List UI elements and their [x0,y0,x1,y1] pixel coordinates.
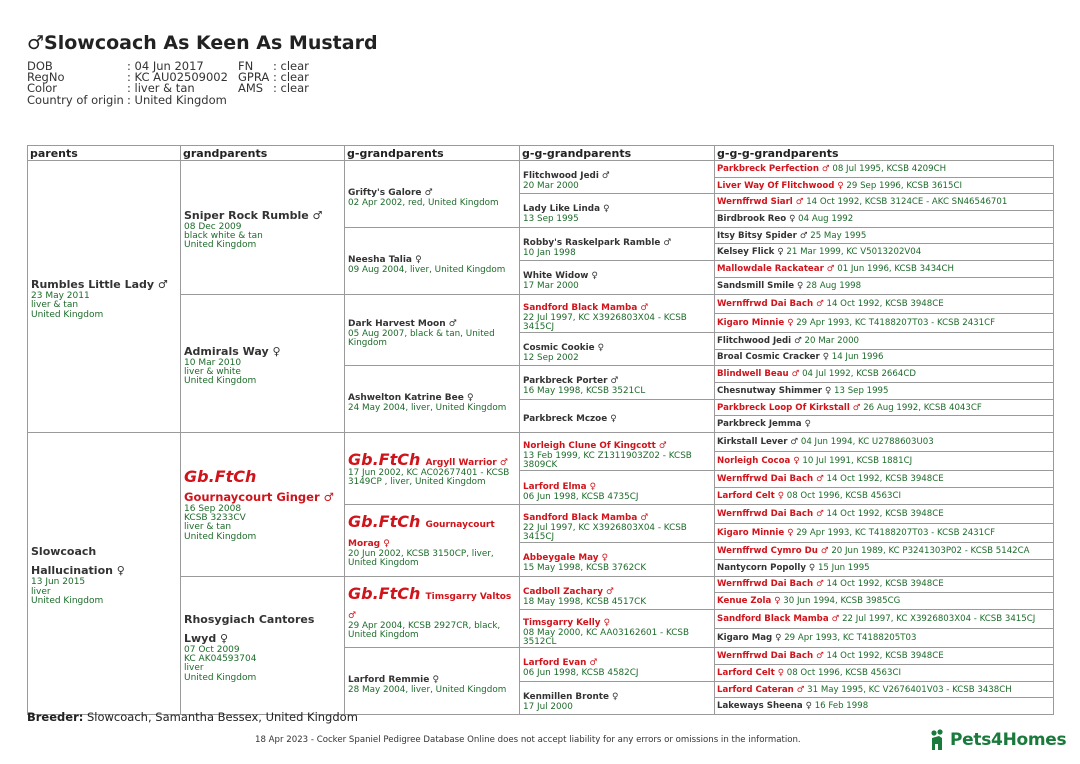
g-g-g-grandparent-cell [715,349,1054,366]
g-grandparent-name-line [348,450,516,469]
breeder-label: Breeder: [27,710,84,724]
dog-name[interactable]: Kigaro Minnie ♀ [717,317,794,328]
dog-detail: 06 Jun 1998, KCSB 4735CJ [523,491,639,502]
dog-detail: 29 Apr 2004, KCSB 2927CR, black, United Kingdom [348,620,501,640]
dog-name[interactable]: Admirals Way ♀ [184,344,281,358]
g-grandparent-cell [345,433,520,505]
title-prefix: Gb.FtCh [348,583,421,603]
dog-detail: 02 Apr 2002, red, United Kingdom [348,197,499,208]
g-grandparent-name-line [348,584,516,622]
g-g-grandparent-cell [520,261,715,294]
dog-detail: 05 Aug 2007, black & tan, United Kingdom [348,329,495,349]
dog-name[interactable]: Kenue Zola ♀ [717,596,781,607]
g-g-grandparent-cell [520,471,715,504]
g-g-g-grandparent-cell [715,194,1054,211]
dog-detail: 12 Sep 2002 [523,352,579,363]
dog-name[interactable]: Timsgarry Valtos ♂ [348,591,512,621]
g-g-grandparent-cell [520,433,715,471]
gpra-value: : clear [273,70,309,85]
g-g-grandparent-cell [520,194,715,227]
g-g-g-grandparent-cell [715,382,1054,399]
g-grandparent-name-line [348,512,516,550]
title-prefix: Gb.FtCh [348,449,421,469]
dog-name[interactable]: Larford Remmie ♀ [348,675,440,686]
footer-disclaimer: 18 Apr 2023 - Cocker Spaniel Pedigree Database Online does not accept liability for any errors or omissions in the information. [255,735,801,745]
dog-name[interactable]: White Widow ♀ [523,271,598,282]
dog-detail: 14 Oct 1992, KCSB 3948CE [826,508,944,519]
dog-detail: 14 Oct 1992, KCSB 3948CE [826,579,944,590]
dog-detail: 15 Jun 1995 [817,562,870,573]
g-grandparent-name-line [348,247,516,266]
dog-detail: United Kingdom [31,309,104,320]
g-g-grandparent-cell [520,681,715,714]
g-g-g-grandparent-cell [715,665,1054,682]
g-g-g-grandparent-cell [715,471,1054,488]
dog-detail: 20 Jun 2002, KCSB 3150CP, liver, United Kingdom [348,549,494,569]
g-grandparent-name-line [348,385,516,404]
header-g-grandparents: g-grandparents [345,146,520,161]
dog-name[interactable]: Cosmic Cookie ♀ [523,342,605,353]
dog-detail: 23 May 2011 [31,290,90,301]
dog-detail: 08 Oct 1996, KCSB 4563CI [786,490,901,501]
dog-name[interactable]: Sandford Black Mamba ♂ [717,614,840,625]
g-g-g-grandparent-cell [715,488,1054,505]
dog-detail: 16 Sep 2008 [184,503,242,514]
dog-detail: 25 May 1995 [810,230,867,241]
g-grandparent-cell [345,504,520,576]
dog-name[interactable]: Rhosygiach Cantores Lwyd ♀ [184,612,315,645]
g-g-g-grandparent-cell [715,648,1054,665]
dog-name[interactable]: Sandford Black Mamba ♂ [523,302,649,313]
dob-value: : 04 Jun 2017 [127,59,204,73]
grandparent-cell [181,433,345,577]
dog-detail: 17 Jul 2000 [523,701,573,712]
pedigree-row [28,433,1054,452]
dog-name[interactable]: Kenmillen Bronte ♀ [523,691,619,702]
g-grandparent-cell [345,294,520,366]
breeder-line [27,710,358,724]
dog-detail: 04 Aug 1992 [798,213,854,224]
dog-detail: liver & white [184,367,241,378]
regno-value: : KC AU02509002 [127,70,228,85]
g-grandparent-name-line [348,667,516,686]
grandparent-name-line [184,467,341,505]
g-grandparent-cell [345,161,520,228]
dog-detail: KCSB 3233CV [184,512,246,523]
grandparent-name-line [184,608,341,646]
dog-detail: 13 Feb 1999, KC Z1311903Z02 - KCSB 3809CK [523,451,692,471]
g-g-g-grandparent-cell [715,698,1054,715]
g-g-g-grandparent-cell [715,504,1054,523]
country-label: Country of origin [27,92,124,107]
dog-name[interactable]: Grifty's Galore ♂ [348,187,433,198]
dog-detail: liver [184,663,204,674]
dob-label: DOB [27,59,53,73]
dog-name[interactable]: Sandsmill Smile ♀ [717,280,804,291]
title-prefix: Gb.FtCh [348,512,421,531]
dog-detail: 29 Apr 1993, KC T4188207T03 - KCSB 2431CF [796,317,996,328]
dog-detail: liver & tan [31,300,79,311]
dog-detail: 15 May 1998, KCSB 3762CK [523,563,647,574]
dog-name[interactable]: Sandford Black Mamba ♂ [523,512,649,523]
grandparent-cell [181,161,345,295]
dog-detail: 24 May 2004, liver, United Kingdom [348,403,507,414]
g-g-g-grandparent-cell [715,294,1054,313]
dog-name[interactable]: Birdbrook Reo ♀ [717,213,796,224]
dog-detail: United Kingdom [184,531,257,542]
g-g-g-grandparent-cell [715,277,1054,294]
g-g-g-grandparent-cell [715,211,1054,228]
fn-label: FN [238,59,254,73]
color-value: : liver & tan [127,81,195,96]
dog-name[interactable]: Larford Celt ♀ [717,667,785,678]
pedigree-table [27,145,1054,715]
dog-detail: black white & tan [184,231,263,242]
dog-name[interactable]: Wernffrwd Dai Bach ♂ [717,651,824,662]
g-g-grandparent-cell [520,648,715,681]
g-g-g-grandparent-cell [715,161,1054,178]
dog-name[interactable]: Itsy Bitsy Spider ♂ [717,230,808,241]
g-g-g-grandparent-cell [715,593,1054,610]
dog-name[interactable]: Kigaro Mag ♀ [717,633,782,644]
dog-detail: 14 Oct 1992, KCSB 3948CE [826,298,944,309]
header-parents: parents [28,146,181,161]
dog-detail: 01 Jun 1996, KCSB 3434CH [837,263,954,274]
dog-detail: 20 Mar 2000 [523,181,579,192]
dog-name[interactable]: Wernffrwd Siarl ♂ [717,197,804,208]
dog-detail: 26 Aug 1992, KCSB 4043CF [863,402,982,413]
g-g-g-grandparent-cell [715,543,1054,560]
g-g-g-grandparent-cell [715,261,1054,278]
header-g-g-g-grandparents: g-g-g-grandparents [715,146,1054,161]
dog-name[interactable]: Lady Like Linda ♀ [523,204,610,215]
ams-value: : clear [273,81,309,96]
dog-name[interactable]: Lakeways Sheena ♀ [717,701,812,712]
g-grandparent-cell [345,366,520,433]
grandparent-name-line [184,340,341,359]
dog-detail: 08 May 2000, KC AA03162601 - KCSB 3512CL [523,627,690,648]
dog-name[interactable]: Gournaycourt Ginger ♂ [184,489,334,504]
grandparent-cell [181,294,345,433]
dog-detail: 14 Oct 1992, KCSB 3124CE - AKC SN46546701 [806,197,1008,208]
dog-detail: 08 Dec 2009 [184,221,242,232]
dog-detail: 16 Feb 1998 [814,701,869,712]
g-g-g-grandparent-cell [715,313,1054,332]
dog-detail: 04 Jul 1992, KCSB 2664CD [802,369,916,380]
dog-detail: United Kingdom [184,376,257,387]
dog-name[interactable]: Argyll Warrior ♂ [425,457,508,468]
dog-detail: United Kingdom [184,672,257,683]
dog-name[interactable]: Larford Evan ♂ [523,658,598,669]
dog-name[interactable]: Parkbreck Perfection ♂ [717,163,830,174]
dog-name[interactable]: Rumbles Little Lady ♂ [31,277,168,291]
pedigree-row [28,161,1054,178]
dog-detail: 22 Jul 1997, KC X3926803X04 - KCSB 3415CJ [523,312,687,332]
g-g-g-grandparent-cell [715,559,1054,576]
parent-cell [28,161,181,433]
dog-name[interactable]: Sniper Rock Rumble ♂ [184,208,323,222]
dog-detail: 29 Sep 1996, KCSB 3615CI [846,180,963,191]
pedigree-row [28,576,1054,593]
g-g-grandparent-cell [520,366,715,399]
pedigree-header-row [28,146,1054,161]
dog-detail: 13 Sep 1995 [834,385,889,396]
dog-name[interactable]: Parkbreck Loop Of Kirkstall ♂ [717,402,861,413]
g-g-grandparent-cell [520,609,715,647]
dog-name[interactable]: Flitchwood Jedi ♂ [523,171,610,182]
dog-name[interactable]: Abbeygale May ♀ [523,553,609,564]
dog-name[interactable]: Cadboll Zachary ♂ [523,586,614,597]
g-g-g-grandparent-cell [715,399,1054,416]
regno-label: RegNo [27,70,65,85]
dog-name[interactable]: Wernffrwd Dai Bach ♂ [717,474,824,485]
dog-name[interactable]: Mallowdale Rackatear ♂ [717,263,835,274]
g-grandparent-cell [345,227,520,294]
dog-name[interactable]: Chesnutway Shimmer ♀ [717,385,832,396]
g-g-g-grandparent-cell [715,524,1054,543]
breeder-value: Slowcoach, Samantha Bessex, United Kingdom [87,710,358,724]
dog-name[interactable]: Dark Harvest Moon ♂ [348,319,457,330]
ams-label: AMS [238,81,264,96]
title-prefix: Gb.FtCh [184,466,257,486]
grandparent-cell [181,576,345,715]
dog-detail: 10 Jan 1998 [523,247,576,258]
g-g-g-grandparent-cell [715,629,1054,648]
dog-detail: 13 Jun 2015 [31,577,86,588]
dog-detail: 13 Sep 1995 [523,214,579,225]
dog-name[interactable]: Norleigh Cocoa ♀ [717,456,800,467]
g-g-grandparent-cell [520,543,715,576]
dog-detail: 04 Jun 1994, KC U2788603U03 [800,437,934,448]
g-g-g-grandparent-cell [715,227,1054,244]
g-g-grandparent-cell [520,332,715,365]
header-g-g-grandparents: g-g-grandparents [520,146,715,161]
g-g-grandparent-cell [520,161,715,194]
dog-name[interactable]: Nantycorn Popolly ♀ [717,562,816,573]
dog-name[interactable]: Wernffrwd Dai Bach ♂ [717,298,824,309]
fn-value: : clear [273,59,309,73]
g-g-grandparent-cell [520,399,715,432]
g-g-g-grandparent-cell [715,681,1054,698]
dog-name[interactable]: Wernffrwd Dai Bach ♂ [717,579,824,590]
g-g-g-grandparent-cell [715,452,1054,471]
dog-detail: 29 Apr 1993, KC T4188205T03 [784,633,917,644]
dog-name[interactable]: Liver Way Of Flitchwood ♀ [717,180,844,191]
dog-name[interactable]: Ashwelton Katrine Bee ♀ [348,393,474,404]
g-g-g-grandparent-cell [715,433,1054,452]
g-grandparent-cell [345,576,520,648]
dog-detail: 14 Jun 1996 [831,352,884,363]
dog-name[interactable]: Kelsey Flick ♀ [717,247,784,258]
dog-detail: 21 Mar 1999, KC V5013202V04 [786,247,922,258]
dog-name[interactable]: Gournaycourt Morag ♀ [348,520,495,549]
g-g-g-grandparent-cell [715,332,1054,349]
g-g-g-grandparent-cell [715,244,1054,261]
dog-detail: 28 May 2004, liver, United Kingdom [348,685,507,696]
g-g-grandparent-cell [520,504,715,542]
grandparent-name-line [184,204,341,223]
dog-detail: 17 Mar 2000 [523,281,579,292]
pedigree-row [28,294,1054,313]
dog-detail: 28 Aug 1998 [806,280,862,291]
dog-detail: 22 Jul 1997, KC X3926803X04 - KCSB 3415CJ [842,614,1036,625]
dog-name[interactable]: Blindwell Beau ♂ [717,369,800,380]
g-g-g-grandparent-cell [715,177,1054,194]
header-grandparents: grandparents [181,146,345,161]
dog-name[interactable]: Kigaro Minnie ♀ [717,528,794,539]
pets4homes-logo[interactable] [930,728,1066,752]
dog-detail: 07 Oct 2009 [184,644,240,655]
dog-detail: United Kingdom [31,596,104,607]
dog-detail: 08 Oct 1996, KCSB 4563CI [786,667,901,678]
color-label: Color [27,81,58,96]
pets4homes-logo-icon [930,729,948,751]
country-value: : United Kingdom [127,92,227,107]
dog-detail: 10 Mar 2010 [184,357,242,368]
g-grandparent-cell [345,648,520,715]
dog-name[interactable]: Broal Cosmic Cracker ♀ [717,352,830,363]
dog-name[interactable]: Norleigh Clune Of Kingcott ♂ [523,441,667,452]
dog-name[interactable]: Flitchwood Jedi ♂ [717,335,802,346]
g-g-grandparent-cell [520,576,715,609]
gpra-label: GPRA [238,70,270,85]
dog-name[interactable]: Larford Elma ♀ [523,481,597,492]
dog-detail: 16 May 1998, KCSB 3521CL [523,386,646,397]
dog-name[interactable]: Wernffrwd Cymro Du ♂ [717,546,829,557]
dog-detail: 17 Jun 2002, KC AC02677401 - KCSB 3149CP , liver, United Kingdom [348,467,510,487]
dog-detail: 14 Oct 1992, KCSB 3948CE [826,474,944,485]
dog-detail: 08 Jul 1995, KCSB 4209CH [832,163,947,174]
dog-detail: 20 Mar 2000 [804,335,860,346]
dog-name[interactable]: Wernffrwd Dai Bach ♂ [717,508,824,519]
dog-detail: 14 Oct 1992, KCSB 3948CE [826,651,944,662]
dog-detail: 30 Jun 1994, KCSB 3985CG [783,596,901,607]
g-grandparent-name-line [348,180,516,199]
dog-detail: United Kingdom [184,240,257,251]
dog-detail: 09 Aug 2004, liver, United Kingdom [348,264,506,275]
logo-text: Pets4Homes [950,730,1067,750]
dog-name[interactable]: Parkbreck Jemma ♀ [717,419,811,430]
dog-name[interactable]: Parkbreck Mczoe ♀ [523,414,617,425]
dog-name[interactable]: Larford Celt ♀ [717,490,785,501]
dog-detail: 29 Apr 1993, KC T4188207T03 - KCSB 2431CF [796,528,996,539]
dog-detail: 22 Jul 1997, KC X3926803X04 - KCSB 3415CJ [523,522,687,543]
dog-name[interactable]: Kirkstall Lever ♂ [717,437,799,448]
dog-detail: liver & tan [184,522,232,533]
dog-name[interactable]: Larford Cateran ♂ [717,684,805,695]
dog-detail: 20 Jun 1989, KC P3241303P02 - KCSB 5142CA [831,546,1030,557]
dog-detail: 10 Jul 1991, KCSB 1881CJ [802,456,913,467]
dog-name[interactable]: Robby's Raskelpark Ramble ♂ [523,237,672,248]
parent-cell [28,433,181,715]
dog-detail: KC AK04593704 [184,653,257,664]
g-g-g-grandparent-cell [715,609,1054,628]
g-g-g-grandparent-cell [715,576,1054,593]
g-g-g-grandparent-cell [715,366,1054,383]
g-g-grandparent-cell [520,294,715,332]
g-g-g-grandparent-cell [715,416,1054,433]
dog-name[interactable]: Timsgarry Kelly ♀ [523,617,611,628]
dog-detail: liver [31,586,51,597]
dog-detail: 31 May 1995, KC V2676401V03 - KCSB 3438CH [807,684,1012,695]
dog-detail: 06 Jun 1998, KCSB 4582CJ [523,668,639,679]
dog-detail: 18 May 1998, KCSB 4517CK [523,596,647,607]
dog-name[interactable]: Neesha Talia ♀ [348,254,422,265]
dog-name[interactable]: Parkbreck Porter ♂ [523,376,619,387]
g-grandparent-name-line [348,311,516,330]
g-g-grandparent-cell [520,227,715,260]
page-title: ♂Slowcoach As Keen As Mustard [27,32,378,54]
dog-name[interactable]: Slowcoach Hallucination ♀ [31,545,125,578]
